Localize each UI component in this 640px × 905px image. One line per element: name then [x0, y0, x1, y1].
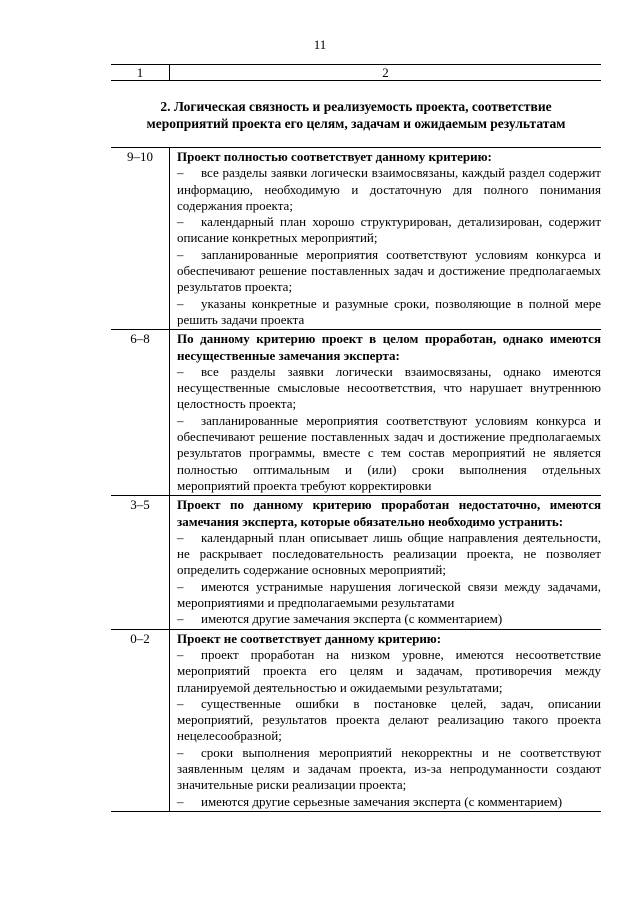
list-item — [177, 647, 601, 696]
dash-marker: – — [177, 412, 184, 428]
dash-marker: – — [177, 246, 184, 262]
list-item-text: существенные ошибки в постановке целей, задач, описании мероприятий, результатов проекта делают реализацию такого проекта нецелесообразной; — [177, 695, 601, 744]
list-item — [177, 530, 601, 579]
criterion-description — [170, 148, 602, 330]
column-header-1: 1 — [111, 65, 170, 81]
dash-marker: – — [177, 646, 184, 662]
list-item — [177, 611, 601, 627]
list-item — [177, 794, 601, 810]
score-range: 3–5 — [111, 496, 170, 629]
section-title: 2. Логическая связность и реализуемость проекта, соответствие мероприятий проекта его целям, задачам и ожидаемым результатам — [146, 99, 566, 131]
score-range: 0–2 — [111, 629, 170, 811]
list-item-text: имеются другие серьезные замечания эксперта (с комментарием) — [201, 793, 563, 809]
score-range: 6–8 — [111, 330, 170, 496]
table-row — [111, 629, 601, 811]
criterion-description — [170, 330, 602, 496]
dash-marker: – — [177, 744, 184, 760]
list-item-text: календарный план хорошо структурирован, детализирован, содержит описание конкретных мероприятий; — [177, 214, 601, 246]
dash-marker: – — [177, 214, 184, 230]
dash-marker: – — [177, 793, 184, 809]
criterion-heading: Проект по данному критерию проработан недостаточно, имеются замечания эксперта, которые обязательно необходимо устранить: — [177, 497, 601, 529]
list-item — [177, 165, 601, 214]
dash-marker: – — [177, 165, 184, 181]
list-item — [177, 413, 601, 494]
table-row — [111, 496, 601, 629]
list-item-text: все разделы заявки логически взаимосвязаны, каждый раздел содержит информацию, необходимую и достаточную для полного понимания содержания проекта; — [177, 165, 601, 213]
dash-marker: – — [177, 578, 184, 594]
list-item-text: имеются устранимые нарушения логической связи между задачами, мероприятиями и предполагаемыми результатами — [177, 578, 601, 611]
criterion-description — [170, 496, 602, 629]
criteria-table — [111, 147, 601, 812]
list-item-text: сроки выполнения мероприятий некорректны и не соответствуют заявленным целям и задачам проекта, из-за непродуманности создают значительные риски реализации проекта; — [177, 744, 601, 793]
dash-marker: – — [177, 529, 184, 545]
criterion-description — [170, 629, 602, 811]
list-item — [177, 296, 601, 329]
list-item — [177, 579, 601, 612]
list-item-text: все разделы заявки логически взаимосвязаны, однако имеются несущественные смысловые несоответствия, что нарушает внутреннюю целостность проекта; — [177, 363, 601, 412]
list-item — [177, 696, 601, 745]
list-item — [177, 364, 601, 413]
list-item — [177, 214, 601, 247]
criterion-heading: Проект полностью соответствует данному критерию: — [177, 149, 492, 164]
list-item-text: проект проработан на низком уровне, имеются несоответствие мероприятий проекта его целям и задачам, противоречия между планируемой деятельностью и ожидаемыми результатами; — [177, 646, 601, 695]
dash-marker: – — [177, 611, 184, 627]
list-item — [177, 247, 601, 296]
column-header-table — [111, 64, 601, 81]
page-number: 11 — [313, 37, 327, 52]
list-item-text: календарный план описывает лишь общие направления деятельности, не раскрывает последовательность реализации проекта, не позволяет определить содержание основных мероприятий; — [177, 529, 601, 578]
list-item-text: запланированные мероприятия соответствуют условиям конкурса и обеспечивают решение поставленных задач и достижение предполагаемых результатов проекта; — [177, 246, 601, 295]
dash-marker: – — [177, 695, 184, 711]
list-item-text: указаны конкретные и разумные сроки, позволяющие в полной мере решить задачи проекта — [177, 295, 601, 327]
criterion-heading: По данному критерию проект в целом проработан, однако имеются несущественные замечания эксперта: — [177, 331, 601, 363]
dash-marker: – — [177, 363, 184, 379]
score-range: 9–10 — [111, 148, 170, 330]
column-header-2: 2 — [170, 65, 602, 81]
table-row — [111, 148, 601, 330]
list-item — [177, 745, 601, 794]
list-item-text: имеются другие замечания эксперта (с комментарием) — [201, 611, 503, 627]
dash-marker: – — [177, 295, 184, 311]
table-row — [111, 330, 601, 496]
criterion-heading: Проект не соответствует данному критерию: — [177, 630, 442, 646]
list-item-text: запланированные мероприятия соответствуют условиям конкурса и обеспечивают решение поставленных задач и достижение предполагаемых результатов программы, вместе с тем состав мероприятий не является полностью оптимальным и (или) сроки выполнения отдельных мероприятий проекта требуют корректировки — [177, 412, 601, 493]
